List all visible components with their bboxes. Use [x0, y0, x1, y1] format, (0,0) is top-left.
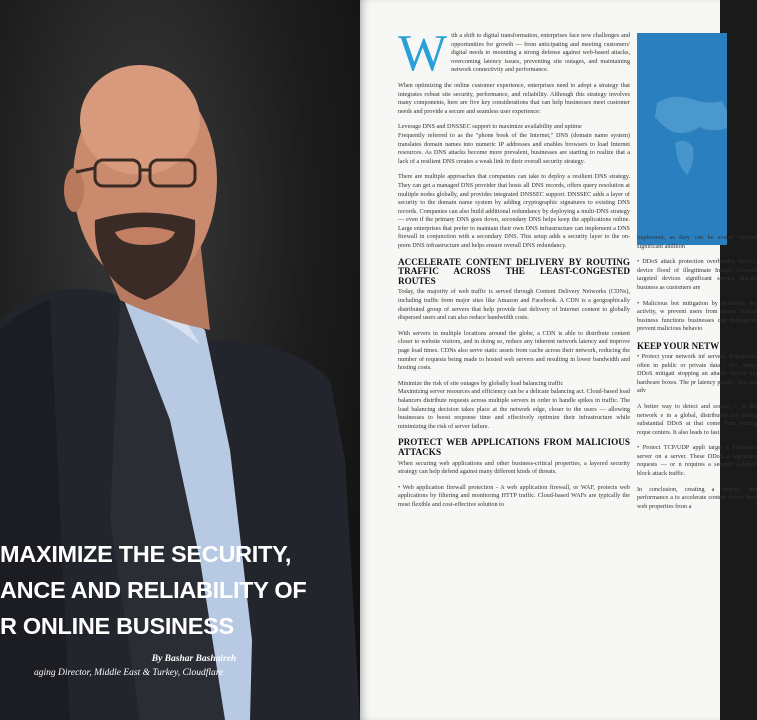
section-heading-protect: PROTECT WEB APPLICATIONS FROM MALICIOUS ATTACKS	[398, 437, 630, 457]
headline-line-1: MAXIMIZE THE SECURITY,	[0, 541, 292, 567]
paragraph: In conclusion, creating a security and performance a to accelerate content delive their web properties from a	[637, 485, 757, 510]
paragraph: • Web application firewall protection - A web application firewall, or WAF, protects web applications by filtering and monitoring HTTP traffic. Cloud-based WAFs are typically the most flexible and cost-effective solution to	[398, 483, 630, 508]
paragraph: Minimize the risk of site outages by globally load balancing traffic Maximizing server resources and efficiency can be a delicate balancing act. Cloud-based load balancers distribute requests across multiple servers in order to handle spikes in traffic. The load balancing decision takes place at the network edge, closer to the users — allowing businesses to boost response time and effectively optimize their infrastructure while minimizing the risk of server failure.	[398, 379, 630, 430]
paragraph: A better way to detect and source — at the network e in a global, distributed net during substantial DDoS at that come from routing reque centers. It also leads to fast	[637, 402, 757, 436]
main-column	[398, 25, 630, 517]
world-map-image	[637, 33, 727, 245]
paragraph: • Protect your network inf servers. Enterprises often in public or private data c too. Many DDoS mitigati stopping an attack: scrubb via hardware boxes. The pr latency penalty that can adv	[637, 352, 757, 395]
headline-line-2: ANCE AND RELIABILITY OF	[0, 577, 307, 603]
intro-text: ith a shift to digital transformation, enterprises face new challenges and opportunities for growth — from anticipating and meeting customers' digital needs to mounting a strong defense against web-based attacks, overcoming latency issues, preventing site outages, and maintaining network connectivity and performance.	[451, 32, 630, 74]
drop-cap: W	[398, 25, 448, 82]
paragraph: With servers in multiple locations around the globe, a CDN is able to distribute content closer to website visitors, and in doing so, reduce any inherent network latency and improve page load times. CDNs also serve static assets from cache across their network, reducing the number of requests being made to hosted web servers and resulting in lower bandwidth and hosting costs.	[398, 329, 630, 372]
paragraph: When securing web applications and other business-critical properties, a layered security strategy can help defend against many different kinds of threats.	[398, 459, 630, 476]
paragraph: There are multiple approaches that companies can take to deploy a resilient DNS strategy. They can get a managed DNS provider that hosts all DNS records, offers query resolution at multiple nodes globally, and provides integrated DNSSEC support. DNSSEC adds a layer of security to the domain name system by adding cryptographic signatures to existing DNS records. Companies can also build additional redundancy by deploying a multi-DNS strategy — even if the primary DNS goes down, secondary DNS helps keep the applications online. Large enterprises that prefer to maintain their own DNS infrastructure can implement a DNS firewall in conjunction with a secondary DNS. This setup adds a security layer to the on-prem DNS infrastructure and helps ensure overall DNS redundancy.	[398, 173, 630, 250]
paragraph: • DDoS attack protection overburden servers, device flood of illegitimate Interne between targeted devices significant service disrupt business as customers are	[637, 258, 757, 291]
headline-line-3: R ONLINE BUSINESS	[0, 613, 234, 639]
paragraph: • Protect TCP/UDP appli target a business's server on a server. These DDoS a legitimate requests — or n requires a security solution block attack traffic.	[637, 444, 757, 478]
cover-page	[0, 0, 360, 720]
section-heading-cdn: ACCELERATE CONTENT DELIVERY BY ROUTING TRAFFIC ACROSS THE LEAST-CONGESTED ROUTES	[398, 256, 630, 286]
side-column	[637, 234, 757, 518]
paragraph: implement, as they can be scaled without significant addition	[637, 234, 757, 250]
paragraph: Today, the majority of web traffic is served through Content Delivery Networks (CDNs), including traffic from major sites like Amazon and Facebook. A CDN is a geographically distributed group of servers that help provide fast delivery of Internet content to globally dispersed users and can also reduce bandwidth costs.	[398, 288, 630, 322]
article-page	[360, 0, 757, 720]
paragraph: Leverage DNS and DNSSEC support to maximize availability and uptime Frequently referred to as the "phone book of the Internet," DNS (domain name system) translates domain names into numeric IP addresses and enables browsers to load Internet resources. As DNS attacks become more prevalent, businesses are starting to realize that a lack of a resilient DNS creates a weak link in their overall security strategy.	[398, 123, 630, 165]
author-name: By Bashar Bashaireh	[151, 654, 237, 664]
author-role: aging Director, Middle East & Turkey, Cloudflare	[34, 668, 224, 678]
intro-paragraph	[398, 25, 630, 82]
byline	[34, 652, 354, 680]
paragraph: • Malicious bot mitigation by malicious bot activity, w prevent users from access critical business functions businesses can distinguish prevent malicious behavio	[637, 299, 757, 333]
paragraph: When optimizing the online customer experience, enterprises need to adopt a strategy that integrates robust site security, performance, and reliability. Although this strategy involves many components, here are five key considerations that can help businesses meet customer needs and provide a secure and seamless user experience:	[398, 81, 630, 115]
map-icon	[637, 33, 727, 245]
article-headline	[0, 536, 360, 644]
section-heading-network: KEEP YOUR NETW	[637, 340, 720, 351]
